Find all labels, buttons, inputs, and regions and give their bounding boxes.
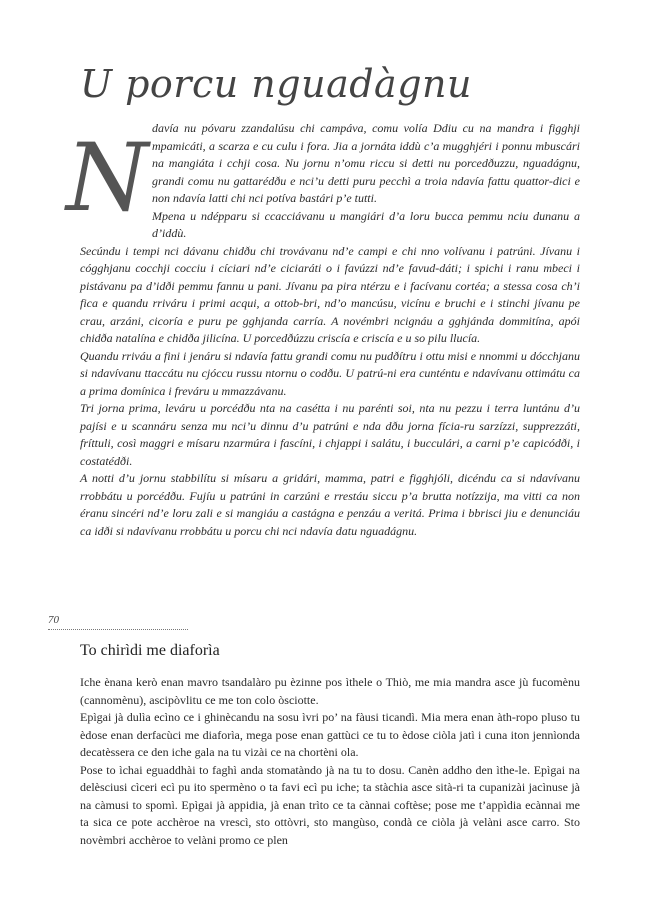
page-number-rule <box>48 629 188 630</box>
page-number: 70 <box>48 614 59 626</box>
story-body <box>66 120 580 540</box>
story-paragraph: Quandu rriváu a fini i jenáru si ndavía fattu grandi comu nu pudðítru i ottu misi e nnommi u dócchjanu si ndavívanu ttaccátu nu cjóccu russu ntornu o codðu. U patrú-ni era cunténtu e ndavívanu ottimátu ca a prima domínica i freváru u mmazzávanu. <box>80 348 580 398</box>
story-paragraph: A notti d’u jornu stabbilítu si mísaru a gridári, mamma, patri e figghjóli, dicéndu ca si ndavívanu rrobbátu u porcédðu. Fujíu u patrúni in carzúni e rrestáu siccu p’a brutta notízzija, ma vitti ca non éranu sincéri nd’e loru zali e si mangiáu a castágna e penzáu a veritá. Prima i bbrisci jiu e denunciáu ca idði si ndavívanu rrobbátu u porcu chi nci ndavía datu nguadágnu. <box>80 471 580 538</box>
translation-paragraph: Iche ènana kerò enan mavro tsandalàro pu èzinne pos ìthele o Thiò, me mia mandra asce jù fucomènu (cannomènu), ascipòvlitu ce me ton colo òsciotte. <box>80 675 580 707</box>
translation-paragraph: Epìgai jà dulìa ecìno ce i ghinècandu na sosu ìvri po’ na fàusi ticandì. Mia mera enan àth-ropo pluso tu èdose enan derfacùci me diaforìa, mega pose enan gattùci ce tu to èdose ciòla jatì i cuna iton jennìonda decatèssera ce den iche gala na tu vizài ce na chortèni ola. <box>80 710 580 759</box>
section-heading: To chirìdi me diaforìa <box>80 642 220 659</box>
translation-paragraph: Pose to ìchai eguaddhài to faghì anda stomatàndo jà na tu to dosu. Canèn addho den ìthe-le. Epìgai na delèsciusi cìceri ecì pu ito spermèno o ta favi ecì pu iche; ta stàchia asce sità-ri ta cupanizài jacìnuse jà na càmusi to spomì. Epìgai jà appidia, jà enan trìto ce ta cànnai coftèse; pose me t’appìdia ecànnai me ta sica ce pote acchèroe na vrescì, sto ottòvri, sto mangùso, condà ce ciòla jà velàni asce carro. Sto novèmbri acchèroe to velàni promo ce plen <box>80 762 580 847</box>
page-title: U porcu nguadàgnu <box>80 62 472 106</box>
story-paragraph: Mpena u ndépparu si ccacciávanu u mangiári d’a loru bucca pemmu nciu dunanu a d’iddù. <box>152 208 580 240</box>
translation-body <box>80 674 580 849</box>
story-paragraph: Tri jorna prima, leváru u porcédðu nta na casétta i nu parénti soi, nta nu pezzu i terra luntánu d’u pajísi e u scannáru senza mu nci’u dinnu d’u patrúni e nda dðu jorna fícia-ru sarzízzi, supprezzáti, fríttuli, così maggri e mísaru nzarmúra i fascíni, i chjappi i salátu, i bucculári, a carni p’e capicódði, i costatédði. <box>80 401 580 468</box>
drop-cap: N <box>66 124 149 233</box>
story-paragraph: Secúndu i tempi nci dávanu chidðu chi trovávanu nd’e campi e chi nno volívanu i patrúni. Jívanu i cógghjanu cocchji cocciu i cíciari nd’e ciciaráti o i favúzzi nd’e favud-dáti; i spichi i ranu mbeci i pistávanu pa d’idði pemmu fannu u pani. Jívanu pa pira ntérzu e i facívanu cortéa; a stessa cosa ch’i fica e quandu rriváru i primi acqui, a ottob-bri, nd’o mancúsu, vicínu e bruchi e i stinchi jívanu pe crau, arzáni, cicoría e puru pe gghjanda carría. A novémbri ncignáu a gghjánda dommitína, apói chidða natalína e chidða jilicína. U porcedðúzzu criscía e criscía e u so pilu llucía. <box>80 243 580 345</box>
story-paragraph: davía nu póvaru zzandalúsu chi campáva, comu volía Ddiu cu na mandra i figghji mpamicáti, a scarza e cu culu i fora. Jia a jornáta iddù c’a mugghjéri i ponnu mbuscári na mangiáta i cchji cosa. Nu jornu n’omu riccu si detti nu porcedðuzzu, nguadágnu, grandi comu nu gattarédðu e nci’u detti puru pecchì a troia ndavía fattu quattor-dici e non ndavía latti chi nci potíva bastári p’e tutti. <box>152 121 580 205</box>
